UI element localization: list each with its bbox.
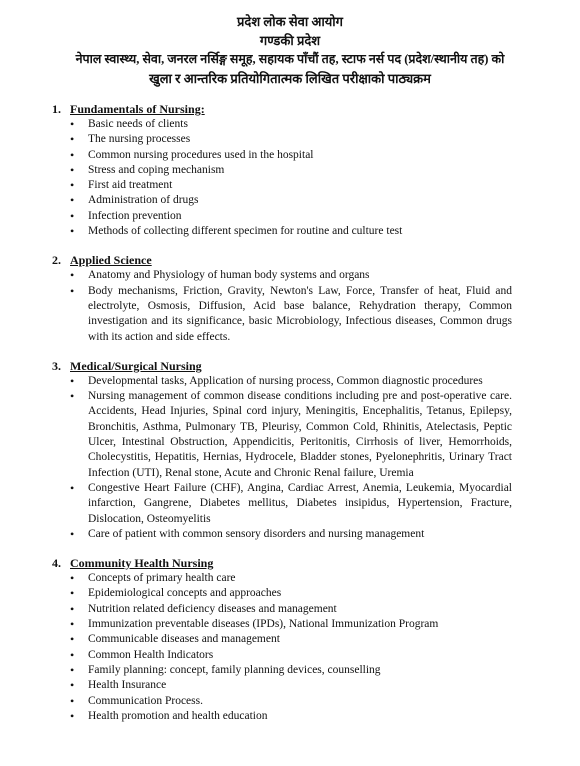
section-title: Fundamentals of Nursing: [70, 102, 205, 116]
document-header [0, 12, 580, 88]
list-item: • Epidemiological concepts and approaches [70, 586, 512, 601]
list-item: • Communication Process. [70, 694, 512, 709]
section-community-health [52, 556, 512, 724]
list-item: • Concepts of primary health care [70, 571, 512, 586]
section-title: Community Health Nursing [70, 556, 214, 571]
list-item: • Stress and coping mechanism [70, 163, 512, 178]
list-item: • Communicable diseases and management [70, 632, 512, 647]
list-item: • Developmental tasks, Application of nursing process, Common diagnostic procedures [70, 374, 512, 389]
list-item: • Infection prevention [70, 209, 512, 224]
section-title: Medical/Surgical Nursing [70, 358, 202, 373]
section-number: 1. [52, 102, 61, 116]
list-item: • The nursing processes [70, 132, 512, 147]
topic-list [52, 374, 512, 542]
topic-list [52, 117, 512, 239]
section-heading [52, 253, 512, 268]
section-heading [52, 556, 512, 571]
province-name: गण्डकी प्रदेश [259, 33, 321, 48]
list-item: • Nursing management of common disease conditions including pre and post-operative care. Accidents, Head Injuries, Spinal cord injury, Meningitis, Encephalitis, Tetanus, Epilepsy, Bronchitis, Asthma, Pulmonary TB, Pleurisy, Common Cold, Rhinitis, Atelectasis, Peptic Ulcer, Intestinal Obstruction, Appendicitis, Peritonitis, Cirrhosis of liver, Hemorrhoids, Cholecystitis, Hepatitis, Hernias, Hydrocele, Bladder stones, Pyelonephritis, Urinary Tract Infection (UTI), Renal stone, Acute and Chronic Renal failure, Uremia [70, 389, 512, 481]
commission-name: प्रदेश लोक सेवा आयोग [237, 14, 343, 29]
list-item: • Body mechanisms, Friction, Gravity, Newton's Law, Force, Transfer of heat, Fluid and electrolyte, Osmosis, Diffusion, Acid base balance, Rehydration therapy, Common investigation and its significance, basic Microbiology, Infectious diseases, Common drugs with its action and side effects. [70, 284, 512, 345]
topic-list [52, 268, 512, 344]
syllabus-sections [52, 102, 512, 738]
list-item: • Methods of collecting different specimen for routine and culture test [70, 224, 512, 239]
section-fundamentals [52, 102, 512, 239]
section-heading [52, 359, 512, 374]
list-item: • Care of patient with common sensory disorders and nursing management [70, 527, 512, 542]
section-number: 4. [52, 556, 61, 571]
section-medical-surgical [52, 359, 512, 542]
list-item: • Health Insurance [70, 678, 512, 693]
list-item: • Congestive Heart Failure (CHF), Angina, Cardiac Arrest, Anemia, Leukemia, Myocardial infarction, Gangrene, Diabetes mellitus, Diabetes insipidus, Hypertension, Fracture, Dislocation, Osteomyelitis [70, 481, 512, 527]
list-item: • Common Health Indicators [70, 648, 512, 663]
topic-list [52, 571, 512, 724]
list-item: • Immunization preventable diseases (IPDs), National Immunization Program [70, 617, 512, 632]
list-item: • Family planning: concept, family planning devices, counselling [70, 663, 512, 678]
section-applied-science [52, 253, 512, 344]
section-heading [52, 102, 512, 117]
section-number: 3. [52, 358, 61, 373]
list-item: • Common nursing procedures used in the hospital [70, 148, 512, 163]
list-item: • Administration of drugs [70, 193, 512, 208]
list-item: • Basic needs of clients [70, 117, 512, 132]
list-item: • Health promotion and health education [70, 709, 512, 724]
section-number: 2. [52, 253, 61, 268]
list-item: • Anatomy and Physiology of human body systems and organs [70, 268, 512, 283]
list-item: • Nutrition related deficiency diseases and management [70, 602, 512, 617]
exam-description: खुला र आन्तरिक प्रतियोगितात्मक लिखित परीक्षाको पाठ्यक्रम [149, 71, 431, 86]
section-title: Applied Science [70, 253, 152, 268]
post-description: नेपाल स्वास्थ्य, सेवा, जनरल नर्सिङ्ग समूह, सहायक पाँचौं तह, स्टाफ नर्स पद (प्रदेश/स्थानीय तह) को [75, 52, 505, 66]
list-item: • First aid treatment [70, 178, 512, 193]
